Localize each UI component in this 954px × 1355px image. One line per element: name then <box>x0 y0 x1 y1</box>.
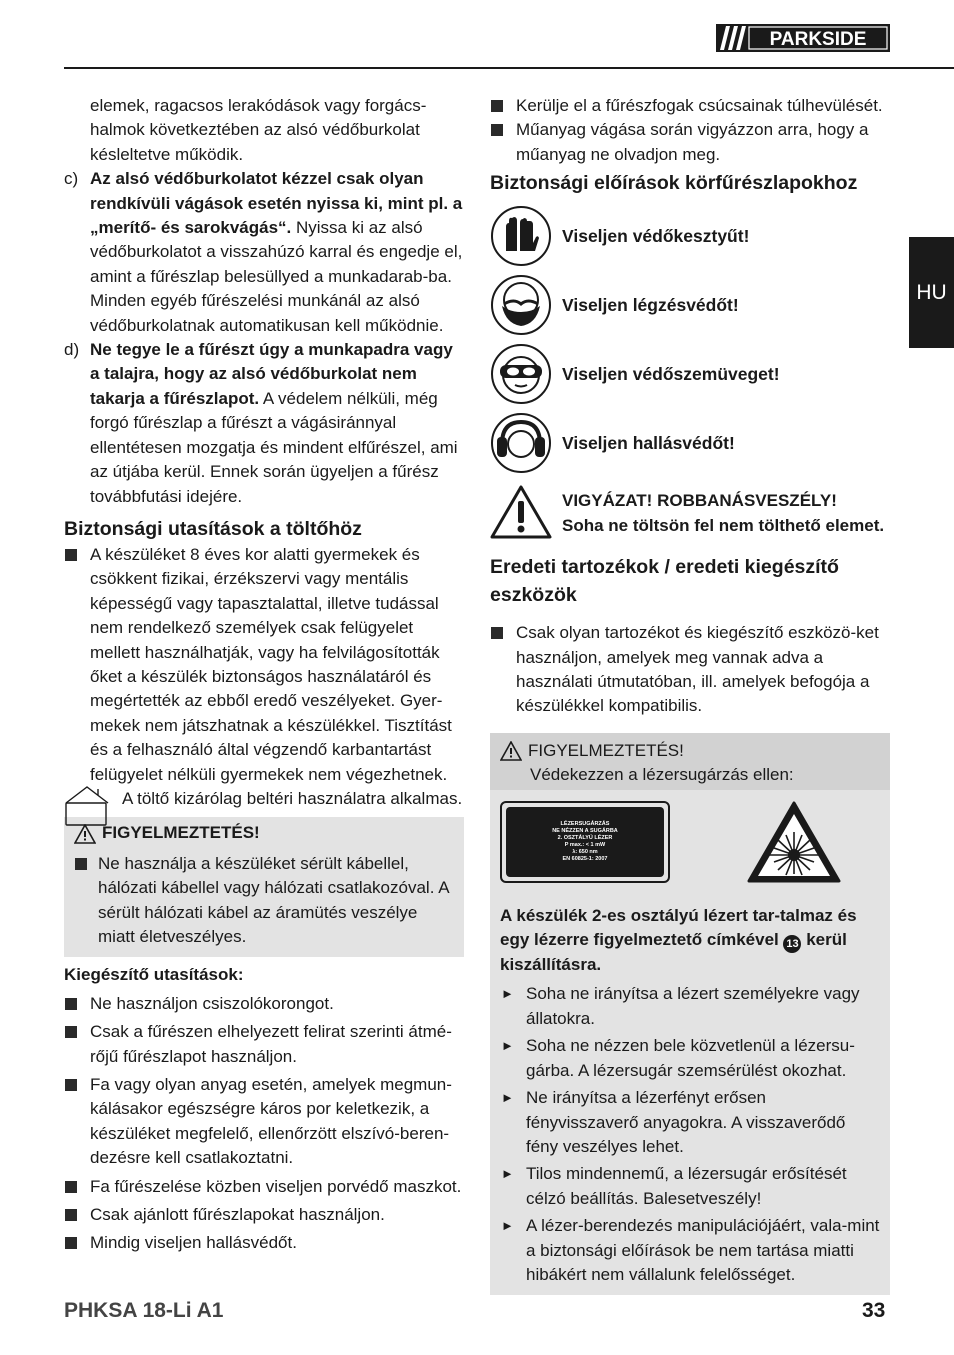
laser-warning-title-row <box>500 739 880 763</box>
list-item-text: Kerülje el a fűrészfogak csúcsainak túlhevülését. <box>516 96 883 115</box>
indoor-text: A töltő kizárólag beltéri használatra alkalmas. <box>122 788 463 808</box>
bullet-square <box>491 627 503 639</box>
explosion-text <box>562 489 884 538</box>
ppe-goggles-label: Viseljen védőszemüveget! <box>562 363 780 384</box>
list-item-text: A lézer-berendezés manipulációjáért, vala-mint a biztonsági előírások be nem tartása miatti hibákért nem vállalunk felelősséget. <box>526 1216 880 1284</box>
list-item-text: Mindig viseljen hallásvédőt. <box>90 1233 297 1253</box>
goggles-icon <box>490 343 552 405</box>
header-rule <box>64 67 954 69</box>
list-item <box>500 982 880 1031</box>
warning-item <box>74 852 458 950</box>
laser-warning-box <box>490 733 890 1296</box>
ppe-respirator-label: Viseljen légzésvédőt! <box>562 294 739 315</box>
model-name: PHKSA 18-Li A1 <box>64 1299 224 1322</box>
callout-number-13: 13 <box>783 935 801 953</box>
laser-list <box>490 977 890 1287</box>
explosion-line-1: VIGYÁZAT! ROBBANÁSVESZÉLY! <box>562 491 837 511</box>
brand-text: PARKSIDE <box>769 29 867 50</box>
extra-list <box>64 992 464 1256</box>
laser-label <box>500 801 670 883</box>
list-item <box>490 94 890 118</box>
ppe-goggles <box>490 339 890 408</box>
laser-label-line: λ: 650 nm <box>572 848 598 855</box>
warning-triangle-icon <box>500 741 522 761</box>
explosion-line-2: Soha ne töltsön fel nem tölthető elemet. <box>562 515 885 535</box>
list-item <box>500 1162 880 1211</box>
indoor-note <box>64 787 464 811</box>
list-item <box>500 1034 880 1083</box>
bullet-square <box>491 124 503 136</box>
item-c-bold: Az alsó védőburkolatot kézzel csak olyan rendkívüli vágások esetén nyissa ki, mint pl. a „merítő- és sarokvágás“. <box>90 169 463 238</box>
bullet-square <box>65 1181 77 1193</box>
list-item-text: Ne irányítsa a lézerfényt erősen fényvisszaverő anyagokra. A visszaverődő fény veszélyes lehet. <box>526 1088 846 1156</box>
list-item-text: Ne használjon csiszolókorongot. <box>90 993 334 1013</box>
list-item-text: Soha ne nézzen bele közvetlenül a lézersu-gárba. A lézersugár szemsérülést okozhat. <box>526 1036 855 1080</box>
bullet-square <box>75 858 87 870</box>
warning-title: FIGYELMEZTETÉS! <box>102 823 260 843</box>
list-item <box>490 118 890 167</box>
accessories-item <box>490 621 890 719</box>
page-number: 33 <box>862 1299 886 1322</box>
extra-heading: Kiegészítő utasítások: <box>64 965 244 985</box>
item-c-text: Nyissa ki az alsó védőburkolatot a visszahúzó karral és engedje el, amint a fűrészlap belesüllyed a munkadarab-ba. Minden egyéb fűrészelési munkánál az alsó védőburkolatnak automatikusan kell működnie. <box>90 218 463 335</box>
list-item <box>64 1175 464 1199</box>
list-item-text: Fa fűrészelése közben viseljen porvédő maszkot. <box>90 1176 462 1196</box>
laser-warning-subtitle: Védekezzen a lézersugárzás ellen: <box>530 765 794 785</box>
house-icon <box>64 785 110 827</box>
respirator-icon <box>490 274 552 336</box>
arrow-bullet-icon: ► <box>501 1090 514 1106</box>
bullet-square <box>65 1237 77 1249</box>
ppe-respirator <box>490 270 890 339</box>
list-item <box>64 1020 464 1069</box>
explosion-warning <box>490 485 890 539</box>
laser-label-line: P max.: < 1 mW <box>564 841 606 848</box>
bullet-square <box>65 549 77 561</box>
right-column <box>490 94 890 1295</box>
list-item-text: Fa vagy olyan anyag esetén, amelyek megmun-kálásakor egészségre káros por keletkezik, a készüléket megfelelő, ellenőrzött elszívó-beren-dezésre kell csatlakoztatni. <box>90 1075 452 1168</box>
laser-bold-statement <box>500 904 880 978</box>
ear-protection-icon <box>490 412 552 474</box>
list-item-text: Műanyag vágása során vigyázzon arra, hogy a műanyag ne olvadjon meg. <box>516 120 869 164</box>
laser-bold-pre: A készülék 2-es osztályú lézert tar-talmaz és egy lézerre figyelmeztető címkével <box>500 905 857 950</box>
left-column <box>64 94 464 1256</box>
laser-bold-post: kerül kiszállításra. <box>500 930 847 975</box>
parkside-logo <box>716 24 890 52</box>
arrow-bullet-icon: ► <box>501 986 514 1002</box>
charger-item-text: A készüléket 8 éves kor alatti gyermekek és csökkent fizikai, érzékszervi vagy mentális képességű vagy tapasztalattal, illetve tudással nem rendelkező személyek csak felügyelet mellett használhatják, vagy ha felvilágosították őket a készülék biztonságos használatáról és megértették az ebből eredő veszélyeket. Gyer-mekek nem játszhatnak a készülékkel. Tisztítást és a felhasználó által végzendő karbantartást felügyelet nélküli gyermekek nem végezhetnek. <box>90 544 452 784</box>
explosion-warning-icon <box>490 485 552 539</box>
laser-warning-header <box>490 733 890 790</box>
laser-label-line: NE NÉZZEN A SUGÁRBA <box>552 827 618 834</box>
top-list <box>490 94 890 167</box>
list-item-text: Csak ajánlott fűrészlapokat használjon. <box>90 1205 385 1225</box>
laser-label-line: 2. OSZTÁLYÚ LÉZER <box>557 834 613 841</box>
list-item-text: Tilos mindennemű, a lézersugár erősítését célzó beállítás. Balesetveszély! <box>526 1164 847 1208</box>
gloves-icon <box>490 205 552 267</box>
arrow-bullet-icon: ► <box>501 1218 514 1234</box>
charger-heading: Biztonsági utasítások a töltőhöz <box>64 517 362 540</box>
laser-label-line: EN 60825-1: 2007 <box>562 855 608 862</box>
arrow-bullet-icon: ► <box>501 1166 514 1182</box>
accessories-heading: Eredeti tartozékok / eredeti kiegészítő eszközök <box>490 556 839 607</box>
item-c <box>64 167 464 338</box>
charger-warning-box <box>64 817 464 957</box>
laser-hazard-icon <box>746 800 842 884</box>
ppe-gloves-label: Viseljen védőkesztyűt! <box>562 225 750 246</box>
item-d-label: d) <box>64 340 80 360</box>
laser-label-line: LÉZERSUGÁRZÁS <box>560 820 610 827</box>
accessories-item-text: Csak olyan tartozékot és kiegészítő eszközö-ket használjon, amelyek meg vannak adva a használati útmutatóban, ill. amelyek befogója a készülékkel kompatibilis. <box>516 623 879 716</box>
list-item-text: Soha ne irányítsa a lézert személyekre vagy állatokra. <box>526 984 860 1028</box>
laser-label-text <box>506 807 664 877</box>
item-d <box>64 338 464 509</box>
list-item <box>64 992 464 1016</box>
bullet-square <box>65 1079 77 1091</box>
bullet-square <box>65 1209 77 1221</box>
bullet-square <box>65 1026 77 1038</box>
ppe-hearing <box>490 408 890 477</box>
ppe-gloves <box>490 201 890 270</box>
bullet-square <box>65 998 77 1010</box>
list-item-text: Csak a fűrészen elhelyezett felirat szerinti átmé-rőjű fűrészlapot használjon. <box>90 1022 452 1066</box>
list-item <box>64 1203 464 1227</box>
item-d-bold: Ne tegye le a fűrészt úgy a munkapadra vagy a talajra, hogy az alsó védőburkolat nem takarja a fűrészlapot. <box>90 340 453 408</box>
warning-title-row <box>74 821 458 845</box>
warning-item-text: Ne használja a készüléket sérült kábellel, hálózati kábellel vagy hálózati csatlakozóval. A sérült hálózati kábel az áramütés veszélye miatt életveszélyes. <box>98 853 449 946</box>
item-c-label: c) <box>64 169 79 189</box>
intro-paragraph: elemek, ragacsos lerakódások vagy forgács-halmok következtében az alsó védőburkolat késleltetve működik. <box>90 96 427 164</box>
bullet-square <box>491 100 503 112</box>
list-item <box>500 1214 880 1287</box>
laser-images <box>490 790 890 884</box>
ppe-hearing-label: Viseljen hallásvédőt! <box>562 432 735 453</box>
charger-item <box>64 543 464 787</box>
list-item <box>500 1086 880 1159</box>
item-d-text: A védelem nélküli, még forgó fűrészlap a fűrészt a vágásiránnyal ellentétesen mozgatja és mindent elfűrészel, ami az útjába kerül. Ennek során ügyeljen a fűrész továbbfutási idejére. <box>90 388 458 506</box>
list-item <box>64 1073 464 1171</box>
language-tab: HU <box>909 237 954 348</box>
list-item <box>64 1231 464 1255</box>
blade-heading: Biztonsági előírások körfűrészlapokhoz <box>490 172 858 195</box>
laser-warning-title: FIGYELMEZTETÉS! <box>528 740 684 760</box>
arrow-bullet-icon: ► <box>501 1038 514 1054</box>
